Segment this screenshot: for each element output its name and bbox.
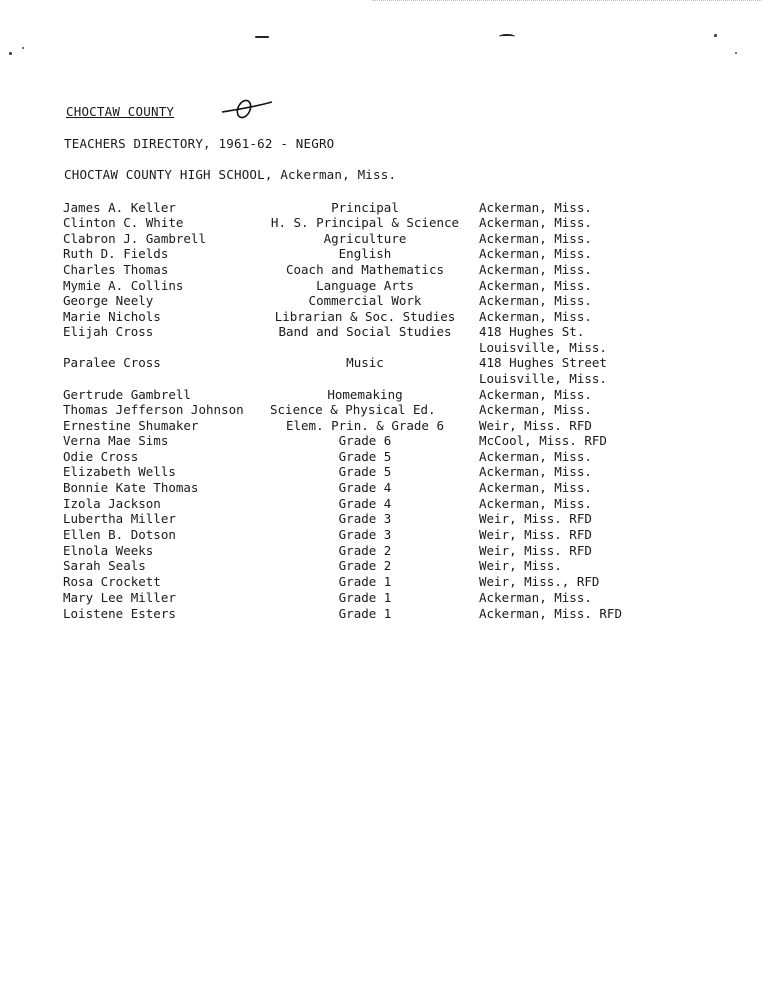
teacher-row [0,309,763,325]
teacher-row [0,558,763,574]
teacher-position: Principal [331,200,399,215]
teacher-position: English [338,246,392,261]
teacher-address: Ackerman, Miss. [479,590,592,605]
teacher-position: Librarian & Soc. Studies [274,309,456,324]
teacher-row [0,464,763,480]
teacher-position: Music [346,355,384,370]
teacher-name: Paralee Cross [63,355,161,370]
teacher-position: Band and Social Studies [278,324,452,339]
teacher-name: Mary Lee Miller [63,590,176,605]
scan-speck [22,47,24,49]
teacher-name: Odie Cross [63,449,139,464]
scan-mark [499,34,515,39]
teacher-name: Clabron J. Gambrell [63,231,206,246]
teacher-name: Rosa Crockett [63,574,161,589]
teacher-name: Ruth D. Fields [63,246,169,261]
teacher-address: Weir, Miss., RFD [479,574,600,589]
teacher-row [0,449,763,465]
teacher-address: Weir, Miss. RFD [479,527,592,542]
county-name: CHOCTAW COUNTY [66,104,175,119]
teacher-position: Grade 1 [338,590,392,605]
teacher-row [0,402,763,418]
teacher-row [0,278,763,294]
teacher-address: Ackerman, Miss. [479,449,592,464]
teacher-address-line2: Louisville, Miss. [479,371,607,386]
teacher-row [0,324,763,340]
scan-speck [714,34,717,37]
teacher-address: McCool, Miss. RFD [479,433,607,448]
teacher-name: Sarah Seals [63,558,146,573]
teacher-name: Marie Nichols [63,309,161,324]
teacher-position: Grade 3 [338,511,392,526]
teacher-name: Bonnie Kate Thomas [63,480,199,495]
teacher-address: 418 Hughes Street [479,355,607,370]
teacher-row [0,433,763,449]
directory-title: TEACHERS DIRECTORY, 1961-62 - NEGRO [64,136,335,151]
teacher-row [0,293,763,309]
teacher-address: Weir, Miss. RFD [479,511,592,526]
teacher-name: Elizabeth Wells [63,464,176,479]
teacher-address: Ackerman, Miss. [479,262,592,277]
teacher-row [0,590,763,606]
teacher-position: Grade 6 [338,433,392,448]
teacher-name: Charles Thomas [63,262,169,277]
teacher-position: Agriculture [323,231,407,246]
teacher-name: Mymie A. Collins [63,278,184,293]
teacher-name: Gertrude Gambrell [63,387,191,402]
teacher-address: Ackerman, Miss. RFD [479,606,622,621]
teacher-position: Grade 5 [338,449,392,464]
teacher-address: Ackerman, Miss. [479,387,592,402]
teacher-name: Elnola Weeks [63,543,154,558]
teacher-row [0,606,763,622]
school-separator: , [264,167,281,182]
teacher-row [0,231,763,247]
school-heading [64,167,396,182]
teacher-row [0,355,763,371]
teacher-address-line2: Louisville, Miss. [479,340,607,355]
teacher-name: Verna Mae Sims [63,433,169,448]
teacher-position: Grade 4 [338,480,392,495]
teacher-position: Grade 2 [338,558,392,573]
teacher-row [0,543,763,559]
teacher-address: 418 Hughes St. [479,324,585,339]
teacher-row [0,418,763,434]
teacher-position: Grade 5 [338,464,392,479]
scan-speck [735,52,737,54]
teacher-row [0,387,763,403]
teacher-address: Weir, Miss. RFD [479,418,592,433]
teacher-name: Elijah Cross [63,324,154,339]
teacher-row-continuation [0,340,763,356]
teacher-name: Clinton C. White [63,215,184,230]
teacher-address: Ackerman, Miss. [479,215,592,230]
teacher-row [0,496,763,512]
county-heading [66,104,174,119]
teacher-row [0,200,763,216]
teacher-row [0,480,763,496]
teacher-address: Ackerman, Miss. [479,309,592,324]
teacher-row [0,574,763,590]
teacher-position: Commercial Work [308,293,422,308]
teacher-address: Ackerman, Miss. [479,293,592,308]
teacher-row [0,527,763,543]
teacher-address: Ackerman, Miss. [479,480,592,495]
teacher-position: Elem. Prin. & Grade 6 [285,418,445,433]
school-name: CHOCTAW COUNTY HIGH SCHOOL [64,167,265,182]
teacher-name: Ellen B. Dotson [63,527,176,542]
scan-mark [255,36,269,38]
teacher-row [0,246,763,262]
teacher-address: Ackerman, Miss. [479,402,592,417]
teacher-address: Weir, Miss. RFD [479,543,592,558]
teacher-address: Ackerman, Miss. [479,246,592,261]
teacher-address: Ackerman, Miss. [479,496,592,511]
scan-speck [9,52,12,55]
handwritten-zero-mark [220,94,276,124]
teacher-address: Ackerman, Miss. [479,464,592,479]
teacher-name: Ernestine Shumaker [63,418,199,433]
teacher-position: Grade 1 [338,606,392,621]
school-location: Ackerman, Miss. [280,167,397,182]
teacher-row-continuation [0,371,763,387]
teacher-position: Grade 1 [338,574,392,589]
teacher-name: Lubertha Miller [63,511,176,526]
teacher-row [0,511,763,527]
teacher-name: Izola Jackson [63,496,161,511]
teacher-address: Ackerman, Miss. [479,200,592,215]
teacher-position: Grade 2 [338,543,392,558]
teacher-name: George Neely [63,293,154,308]
teacher-position: Science & Physical Ed. [270,402,436,417]
teacher-name: Loistene Esters [63,606,176,621]
teacher-position: Homemaking [327,387,403,402]
teacher-position: H. S. Principal & Science [270,215,460,230]
teacher-address: Weir, Miss. [479,558,562,573]
teacher-name: James A. Keller [63,200,176,215]
teacher-address: Ackerman, Miss. [479,278,592,293]
teacher-position: Grade 3 [338,527,392,542]
teacher-row [0,262,763,278]
teacher-name: Thomas Jefferson Johnson [63,402,244,417]
teacher-address: Ackerman, Miss. [479,231,592,246]
teacher-position: Language Arts [316,278,414,293]
scan-edge-artifact [372,0,762,3]
teacher-position: Grade 4 [338,496,392,511]
teacher-row [0,215,763,231]
teacher-position: Coach and Mathematics [285,262,445,277]
